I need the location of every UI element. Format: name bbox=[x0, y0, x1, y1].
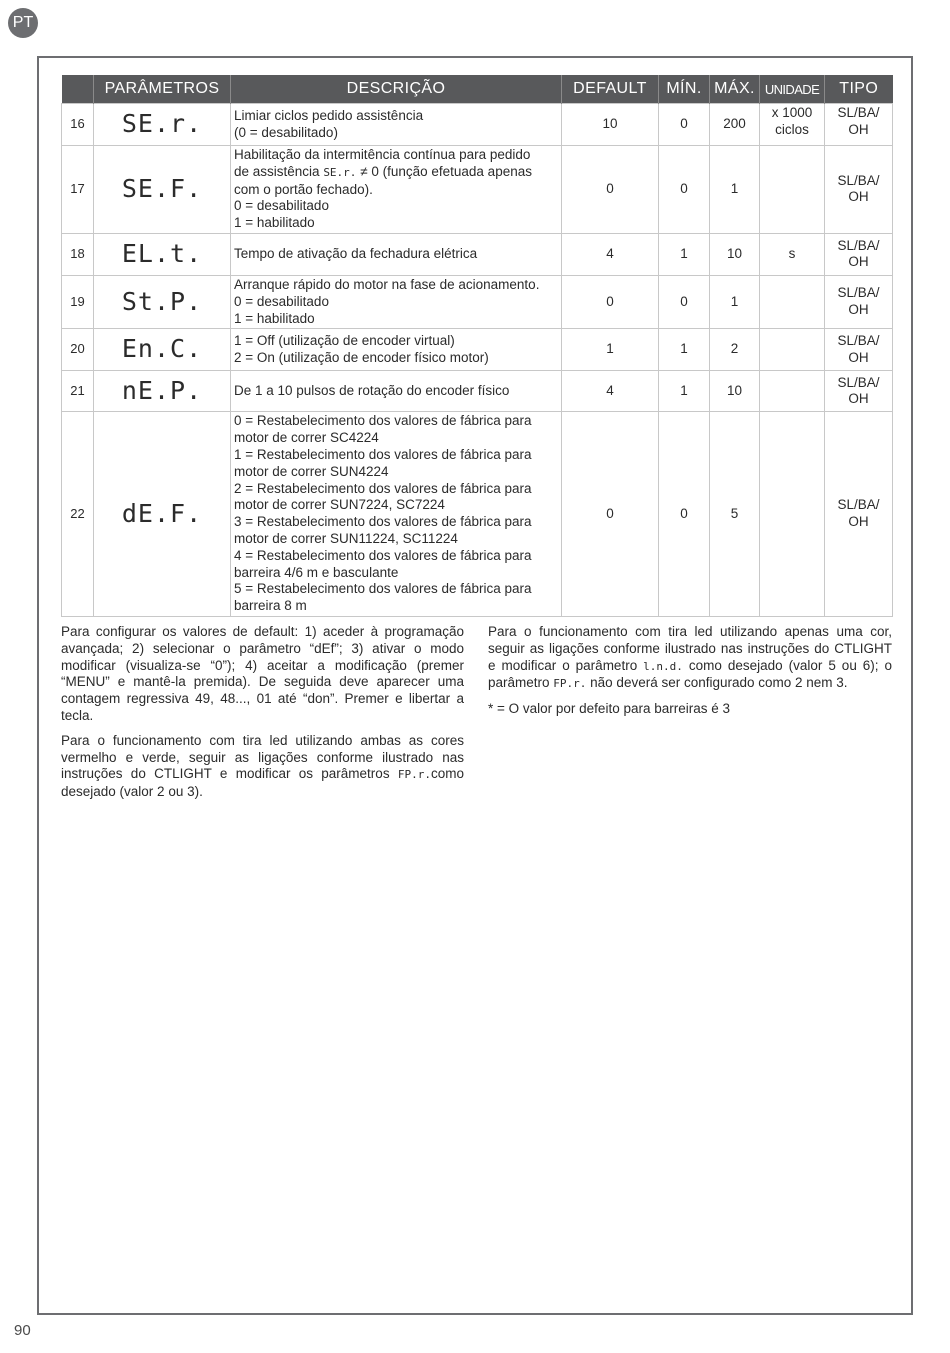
row-default: 0 bbox=[562, 146, 659, 234]
table-row bbox=[62, 146, 893, 234]
table-row bbox=[62, 371, 893, 412]
row-default: 10 bbox=[562, 104, 659, 146]
row-unit bbox=[760, 146, 825, 234]
row-max: 2 bbox=[710, 329, 760, 371]
header-number bbox=[62, 75, 94, 104]
row-description: Habilitação da intermitência contínua para pedido de assistência SE.r. ≠ 0 (função efetuada apenas com o portão fechado). 0 = desabilitado 1 = habilitado bbox=[231, 146, 562, 234]
row-unit: x 1000 ciclos bbox=[760, 104, 825, 146]
note-single-color-led: Para o funcionamento com tira led utilizando apenas uma cor, seguir as ligações conforme ilustrado nas instruções do CTLIGHT e modificar o parâmetro l.n.d. como desejado (valor 5 ou 6); o parâmetro FP.r. não deverá ser configurado como 2 nem 3. bbox=[488, 624, 893, 691]
notes-left-column bbox=[61, 624, 464, 809]
row-description: Tempo de ativação da fechadura elétrica bbox=[231, 233, 562, 275]
row-description: Limiar ciclos pedido assistência (0 = desabilitado) bbox=[231, 104, 562, 146]
row-default: 4 bbox=[562, 371, 659, 412]
inline-parameter-code: SE.r. bbox=[323, 165, 357, 179]
page-number: 90 bbox=[14, 1322, 31, 1339]
row-max: 10 bbox=[710, 371, 760, 412]
row-tipo: SL/BA/ OH bbox=[825, 371, 893, 412]
inline-parameter-code: l.n.d. bbox=[643, 659, 683, 673]
header-max: MÁX. bbox=[710, 75, 760, 104]
row-number: 16 bbox=[62, 104, 94, 146]
parameter-code-display: dE.F. bbox=[94, 412, 231, 617]
row-min: 0 bbox=[659, 412, 710, 617]
row-unit bbox=[760, 371, 825, 412]
row-number: 17 bbox=[62, 146, 94, 234]
parameter-code-display: St.P. bbox=[94, 275, 231, 328]
table-row bbox=[62, 104, 893, 146]
header-unidade: UNIDADE bbox=[760, 75, 825, 104]
row-unit bbox=[760, 329, 825, 371]
parameter-code-display: SE.r. bbox=[94, 104, 231, 146]
row-description: De 1 a 10 pulsos de rotação do encoder físico bbox=[231, 371, 562, 412]
row-description: 0 = Restabelecimento dos valores de fábrica para motor de correr SC4224 1 = Restabelecimento dos valores de fábrica para motor de correr SUN4224 2 = Restabelecimento dos valores de fábrica para motor de correr SUN7224, SC7224 3 = Restabelecimento dos valores de fábrica para motor de correr SUN11224, SC11224 4 = Restabelecimento dos valores de fábrica para barreira 4/6 m e basculante 5 = Restabelecimento dos valores de fábrica para barreira 8 m bbox=[231, 412, 562, 617]
table-header-row bbox=[62, 75, 893, 104]
header-parametros: PARÂMETROS bbox=[94, 75, 231, 104]
parameter-code-display: SE.F. bbox=[94, 146, 231, 234]
row-number: 21 bbox=[62, 371, 94, 412]
row-min: 1 bbox=[659, 329, 710, 371]
row-min: 0 bbox=[659, 146, 710, 234]
row-unit: s bbox=[760, 233, 825, 275]
header-min: MÍN. bbox=[659, 75, 710, 104]
row-tipo: SL/BA/ OH bbox=[825, 104, 893, 146]
row-min: 0 bbox=[659, 275, 710, 328]
row-max: 1 bbox=[710, 275, 760, 328]
row-max: 1 bbox=[710, 146, 760, 234]
row-default: 0 bbox=[562, 275, 659, 328]
row-max: 10 bbox=[710, 233, 760, 275]
table-row bbox=[62, 275, 893, 328]
row-description: Arranque rápido do motor na fase de acionamento. 0 = desabilitado 1 = habilitado bbox=[231, 275, 562, 328]
note-barrier-default: * = O valor por defeito para barreiras é 3 bbox=[488, 701, 731, 717]
row-tipo: SL/BA/ OH bbox=[825, 412, 893, 617]
row-number: 22 bbox=[62, 412, 94, 617]
row-default: 4 bbox=[562, 233, 659, 275]
parameter-code-display: EL.t. bbox=[94, 233, 231, 275]
row-default: 0 bbox=[562, 412, 659, 617]
row-unit bbox=[760, 275, 825, 328]
row-default: 1 bbox=[562, 329, 659, 371]
row-max: 200 bbox=[710, 104, 760, 146]
table-row bbox=[62, 412, 893, 617]
row-number: 19 bbox=[62, 275, 94, 328]
row-min: 1 bbox=[659, 371, 710, 412]
row-description: 1 = Off (utilização de encoder virtual) 2 = On (utilização de encoder físico motor) bbox=[231, 329, 562, 371]
note-default-procedure: Para configurar os valores de default: 1) aceder à programação avançada; 2) selecionar o parâmetro “dEf”; 3) ativar o modo modificar (visualiza-se “0”); 4) aceitar a modificação (premer “MENU” e mantê-la premida). De seguida deve aparecer uma contagem regressiva 49, 48..., 01 até “don”. Premer e libertar a tecla. bbox=[61, 624, 464, 723]
header-default: DEFAULT bbox=[562, 75, 659, 104]
row-max: 5 bbox=[710, 412, 760, 617]
inline-parameter-code: FP.r. bbox=[397, 768, 431, 782]
row-tipo: SL/BA/ OH bbox=[825, 233, 893, 275]
table-row bbox=[62, 329, 893, 371]
table-row bbox=[62, 233, 893, 275]
parameter-code-display: nE.P. bbox=[94, 371, 231, 412]
row-number: 20 bbox=[62, 329, 94, 371]
row-min: 0 bbox=[659, 104, 710, 146]
note-two-color-led: Para o funcionamento com tira led utilizando ambas as cores vermelho e verde, seguir as ligações conforme ilustrado nas instruções do CTLIGHT e modificar os parâmetros FP.r.como desejado (valor 2 ou 3). bbox=[61, 732, 464, 800]
row-tipo: SL/BA/ OH bbox=[825, 329, 893, 371]
row-tipo: SL/BA/ OH bbox=[825, 146, 893, 234]
row-unit bbox=[760, 412, 825, 617]
row-min: 1 bbox=[659, 233, 710, 275]
language-badge: PT bbox=[8, 8, 38, 38]
header-descricao: DESCRIÇÃO bbox=[231, 75, 562, 104]
parameters-table bbox=[61, 75, 893, 617]
notes-right-column bbox=[488, 624, 892, 726]
row-number: 18 bbox=[62, 233, 94, 275]
parameter-code-display: En.C. bbox=[94, 329, 231, 371]
header-tipo: TIPO bbox=[825, 75, 893, 104]
inline-parameter-code: FP.r. bbox=[553, 677, 587, 691]
row-tipo: SL/BA/ OH bbox=[825, 275, 893, 328]
